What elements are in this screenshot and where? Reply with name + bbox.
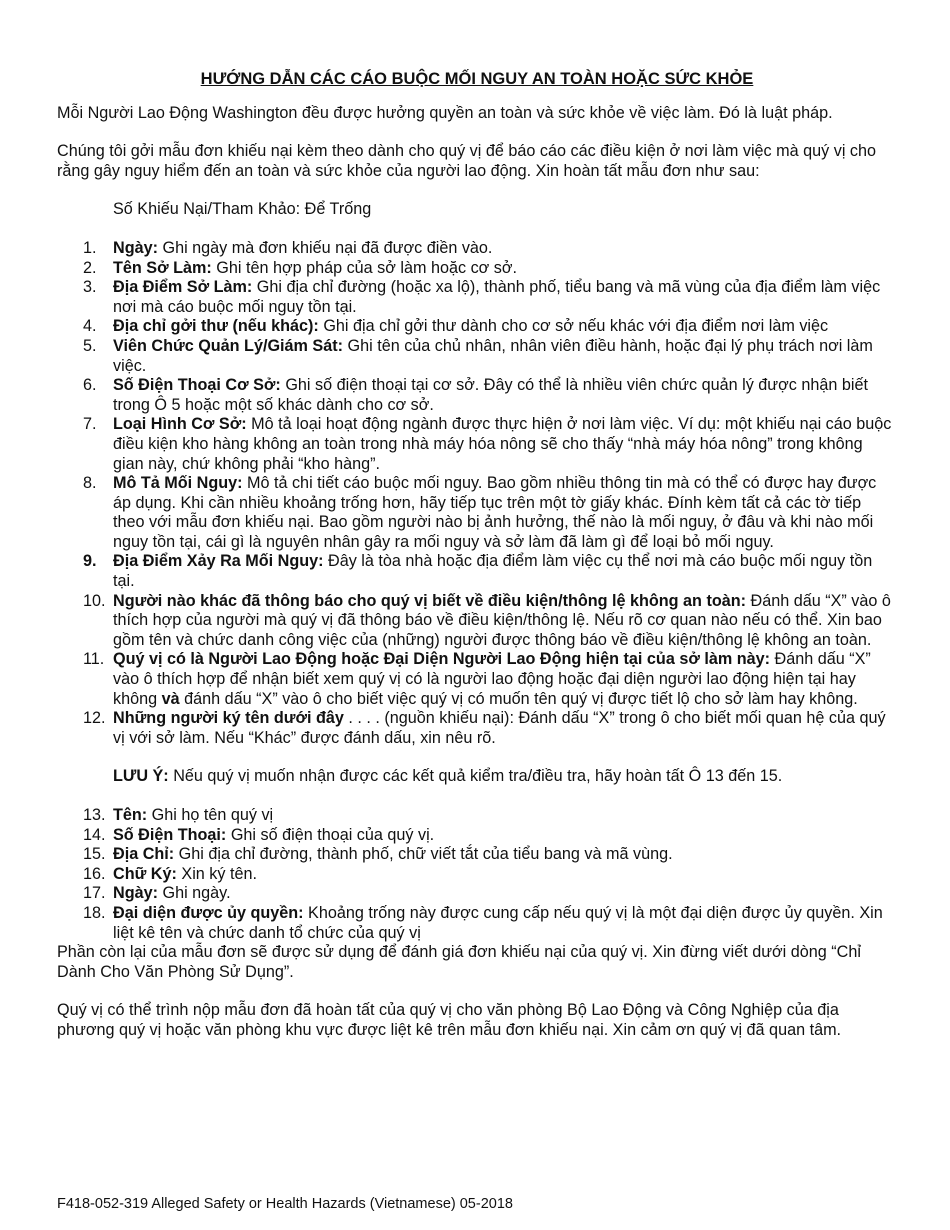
list-item: 11. Quý vị có là Người Lao Động hoặc Đại Diện Người Lao Động hiện tại của sở làm này: Đánh dấu “X” vào ô thích hợp để nhận biết xem quý vị có là người lao động hoặc đại diện người lao động hiện tại hay không và đánh dấu “X” vào ô cho biết việc quý vị có muốn tên quý vị được tiết lộ cho sở làm hay không. bbox=[83, 650, 871, 708]
list-item: 9. Địa Điểm Xảy Ra Mối Nguy: Đây là tòa nhà hoặc địa điểm làm việc cụ thể nơi mà cáo buộc mối nguy tồn tại. bbox=[83, 552, 873, 591]
list-item: 10. Người nào khác đã thông báo cho quý vị biết về điều kiện/thông lệ không an toàn: Đánh dấu “X” vào ô thích hợp của người mà quý vị đã thông báo về điều kiện/thông lệ. Nếu rõ cơ quan nào nếu có thể. Xin bao gồm tên và chức danh công việc của (những) người được thông báo về điều kiện/thông lệ không an toàn. bbox=[83, 591, 891, 649]
document-page bbox=[57, 70, 897, 1060]
list-item: 1. Ngày: Ghi ngày mà đơn khiếu nại đã được điền vào. bbox=[83, 238, 493, 257]
list-item: 5. Viên Chức Quản Lý/Giám Sát: Ghi tên của chủ nhân, nhân viên điều hành, hoặc đại lý phụ trách nơi làm việc. bbox=[83, 336, 873, 375]
list-item: 6. Số Điện Thoại Cơ Sở: Ghi số điện thoại tại cơ sở. Đây có thể là nhiều viên chức quản lý được nhận biết trong Ô 5 hoặc một số khác dành cho cơ sở. bbox=[83, 376, 868, 414]
list-item: 8. Mô Tả Mối Nguy: Mô tả chi tiết cáo buộc mối nguy. Bao gồm nhiều thông tin mà có thể có được hay được áp dụng. Khi cần nhiều khoảng trống hơn, hãy tiếp tục trên một tờ giấy khác. Đính kèm tất cả các tờ tiếp theo với mẫu đơn khiếu nại. Bao gồm người nào bị ảnh hưởng, thế nào là mối nguy, ở đâu và khi nào mối nguy tồn tại, cái gì là nguyên nhân gây ra mối nguy và sở làm đã làm gì để loại bỏ mối nguy. bbox=[83, 474, 877, 551]
page-title: HƯỚNG DẪN CÁC CÁO BUỘC MỐI NGUY AN TOÀN HOẶC SỨC KHỎE bbox=[200, 70, 754, 88]
closing-paragraph-2: Quý vị có thể trình nộp mẫu đơn đã hoàn tất của quý vị cho văn phòng Bộ Lao Động và Công Nghiệp của địa phương quý vị hoặc văn phòng khu vực được liệt kê trên mẫu đơn khiếu nại. Xin cảm ơn quý vị đã quan tâm. bbox=[57, 1001, 842, 1039]
list-item: 13. Tên: Ghi họ tên quý vị bbox=[83, 806, 274, 824]
list-item: 18. Đại diện được ủy quyền: Khoảng trống này được cung cấp nếu quý vị là một đại diện được ủy quyền. Xin liệt kê tên và chức danh tổ chức của quý vị bbox=[83, 903, 883, 942]
intro-paragraph-2: Chúng tôi gởi mẫu đơn khiếu nại kèm theo dành cho quý vị để báo cáo các điều kiện ở nơi làm việc mà quý vị cho rằng gây nguy hiểm đến an toàn và sức khỏe của người lao động. Xin hoàn tất mẫu đơn như sau: bbox=[57, 142, 877, 180]
list-item: 4. Địa chỉ gởi thư (nếu khác): Ghi địa chỉ gởi thư dành cho cơ sở nếu khác với địa điểm nơi làm việc bbox=[83, 317, 829, 336]
reference-number-note: Số Khiếu Nại/Tham Khảo: Để Trống bbox=[113, 200, 372, 219]
note-label: LƯU Ý: bbox=[113, 767, 169, 786]
instruction-list bbox=[57, 239, 897, 748]
list-item: 3. Địa Điểm Sở Làm: Ghi địa chỉ đường (hoặc xa lộ), thành phố, tiểu bang và mã vùng của địa điểm làm việc nơi mà cáo buộc mối nguy tồn tại. bbox=[83, 278, 881, 316]
note-paragraph: LƯU Ý: Nếu quý vị muốn nhận được các kết quả kiểm tra/điều tra, hãy hoàn tất Ô 13 đến 15. bbox=[113, 767, 783, 786]
list-item: 14. Số Điện Thoại: Ghi số điện thoại của quý vị. bbox=[83, 825, 435, 844]
list-item: 2. Tên Sở Làm: Ghi tên hợp pháp của sở làm hoặc cơ sở. bbox=[83, 258, 517, 277]
intro-paragraph-1: Mỗi Người Lao Động Washington đều được hưởng quyền an toàn và sức khỏe về việc làm. Đó là luật pháp. bbox=[57, 103, 833, 122]
list-item: 15. Địa Chỉ: Ghi địa chỉ đường, thành phố, chữ viết tắt của tiểu bang và mã vùng. bbox=[83, 845, 673, 864]
list-item: 12. Những người ký tên dưới đây . . . . (nguồn khiếu nại): Đánh dấu “X” trong ô cho biết mối quan hệ của quý vị với sở làm. Nếu “Khác” được đánh dấu, xin nêu rõ. bbox=[83, 709, 886, 747]
contact-instruction-list bbox=[57, 806, 897, 943]
list-item: 16. Chữ Ký: Xin ký tên. bbox=[83, 864, 257, 883]
closing-paragraph-1: Phần còn lại của mẫu đơn sẽ được sử dụng để đánh giá đơn khiếu nại của quý vị. Xin đừng viết dưới dòng “Chỉ Dành Cho Văn Phòng Sử Dụng”. bbox=[57, 943, 861, 981]
list-item: 7. Loại Hình Cơ Sở: Mô tả loại hoạt động ngành được thực hiện ở nơi làm việc. Ví dụ: một khiếu nại cáo buộc điều kiện kho hàng không an toàn trong nhà máy hóa nông sẽ cho thấy “nhà máy hóa nông” trong không gian này, chứ không phải “kho hàng”. bbox=[83, 415, 892, 473]
list-item: 17. Ngày: Ghi ngày. bbox=[83, 884, 231, 903]
form-footer: F418-052-319 Alleged Safety or Health Hazards (Vietnamese) 05-2018 bbox=[57, 1196, 513, 1212]
